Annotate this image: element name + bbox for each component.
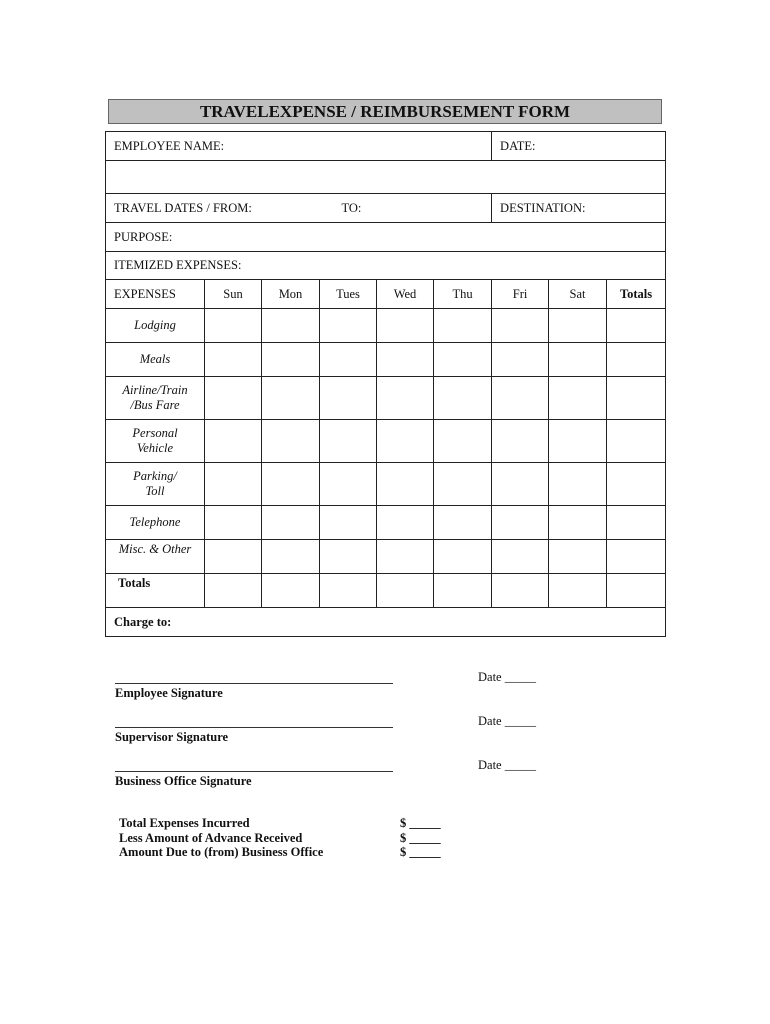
- expense-cell[interactable]: [205, 540, 262, 574]
- expense-row: [106, 343, 666, 377]
- travel-to-label: TO:: [341, 200, 362, 215]
- summary-label: Total Expenses Incurred: [119, 816, 250, 830]
- column-header: Sun: [205, 280, 262, 309]
- expense-cell[interactable]: [434, 574, 492, 608]
- expense-cell[interactable]: [434, 506, 492, 540]
- expense-row: [106, 506, 666, 540]
- expense-cell[interactable]: [320, 506, 377, 540]
- itemized-expenses-label: ITEMIZED EXPENSES:: [106, 252, 666, 280]
- form-title: TRAVELEXPENSE / REIMBURSEMENT FORM: [108, 99, 662, 124]
- expense-cell[interactable]: [492, 420, 549, 463]
- expense-cell[interactable]: [549, 377, 607, 420]
- expense-cell[interactable]: [607, 506, 666, 540]
- summary-amount[interactable]: $ _____: [400, 830, 441, 845]
- expense-cell[interactable]: [607, 420, 666, 463]
- date-field[interactable]: [492, 132, 666, 161]
- expense-cell[interactable]: [549, 343, 607, 377]
- expense-cell[interactable]: [320, 420, 377, 463]
- expense-cell[interactable]: [434, 343, 492, 377]
- expense-label: Personal Vehicle: [106, 420, 205, 463]
- summary-label: Amount Due to (from) Business Office: [119, 845, 324, 859]
- expense-cell[interactable]: [320, 574, 377, 608]
- expense-cell[interactable]: [377, 506, 434, 540]
- expense-cell[interactable]: [377, 420, 434, 463]
- expense-cell[interactable]: [492, 506, 549, 540]
- expense-cell[interactable]: [434, 463, 492, 506]
- date-label: DATE:: [500, 138, 536, 153]
- column-header: EXPENSES: [106, 280, 205, 309]
- expense-row: [106, 420, 666, 463]
- travel-from-label: TRAVEL DATES / FROM:: [114, 200, 252, 215]
- expense-cell[interactable]: [492, 540, 549, 574]
- expense-form-table: [105, 131, 666, 637]
- signature-block: [115, 761, 393, 789]
- expense-cell[interactable]: [377, 540, 434, 574]
- column-header-row: [106, 280, 666, 309]
- expense-row: [106, 463, 666, 506]
- expense-cell[interactable]: [262, 377, 320, 420]
- column-header: Mon: [262, 280, 320, 309]
- charge-to-label: Charge to:: [114, 614, 172, 629]
- expense-cell[interactable]: [549, 540, 607, 574]
- expense-cell[interactable]: [492, 309, 549, 343]
- expense-cell[interactable]: [205, 506, 262, 540]
- summary-amounts: [400, 816, 441, 860]
- expense-cell[interactable]: [205, 420, 262, 463]
- column-header: Totals: [607, 280, 666, 309]
- expense-cell[interactable]: [262, 309, 320, 343]
- expense-cell[interactable]: [205, 574, 262, 608]
- expense-cell[interactable]: [262, 540, 320, 574]
- expense-cell[interactable]: [320, 463, 377, 506]
- expense-cell[interactable]: [492, 463, 549, 506]
- purpose-label: PURPOSE:: [114, 229, 173, 244]
- expense-cell[interactable]: [320, 343, 377, 377]
- expense-cell[interactable]: [549, 574, 607, 608]
- expense-row: [106, 540, 666, 574]
- expense-cell[interactable]: [320, 540, 377, 574]
- expense-cell[interactable]: [492, 377, 549, 420]
- expense-cell[interactable]: [377, 574, 434, 608]
- expense-cell[interactable]: [262, 343, 320, 377]
- expense-label: Lodging: [106, 309, 205, 343]
- employee-name-label: EMPLOYEE NAME:: [114, 138, 225, 153]
- signature-date[interactable]: Date _____: [478, 714, 536, 728]
- signature-date[interactable]: Date _____: [478, 670, 536, 684]
- signature-line[interactable]: [115, 761, 393, 772]
- expense-label: Airline/Train /Bus Fare: [106, 377, 205, 420]
- expense-cell[interactable]: [377, 309, 434, 343]
- expense-label: Telephone: [106, 506, 205, 540]
- expense-cell[interactable]: [607, 343, 666, 377]
- purpose-field[interactable]: [106, 223, 666, 252]
- expense-cell[interactable]: [262, 463, 320, 506]
- signature-label: Employee Signature: [115, 686, 223, 700]
- expense-cell[interactable]: [549, 309, 607, 343]
- expense-cell[interactable]: [492, 343, 549, 377]
- expense-cell[interactable]: [205, 377, 262, 420]
- expense-cell[interactable]: [607, 574, 666, 608]
- expense-cell[interactable]: [205, 343, 262, 377]
- expense-cell[interactable]: [320, 309, 377, 343]
- expense-row: [106, 574, 666, 608]
- signature-block: [115, 673, 393, 701]
- expense-cell[interactable]: [549, 420, 607, 463]
- signature-block: [115, 717, 393, 745]
- expense-label: Misc. & Other: [106, 540, 205, 574]
- summary-labels: [119, 816, 323, 860]
- summary-amount[interactable]: $ _____: [400, 816, 441, 830]
- expense-cell[interactable]: [262, 506, 320, 540]
- expense-cell[interactable]: [262, 420, 320, 463]
- expense-label: Meals: [106, 343, 205, 377]
- expense-cell[interactable]: [607, 309, 666, 343]
- expense-cell[interactable]: [262, 574, 320, 608]
- expense-cell[interactable]: [434, 309, 492, 343]
- expense-cell[interactable]: [434, 420, 492, 463]
- employee-name-field[interactable]: [106, 132, 492, 161]
- expense-cell[interactable]: [549, 506, 607, 540]
- expense-label: Totals: [106, 574, 205, 608]
- expense-cell[interactable]: [320, 377, 377, 420]
- expense-cell[interactable]: [492, 574, 549, 608]
- expense-cell[interactable]: [377, 377, 434, 420]
- expense-cell[interactable]: [377, 463, 434, 506]
- destination-label: DESTINATION:: [500, 200, 586, 215]
- expense-cell[interactable]: [377, 343, 434, 377]
- column-header: Fri: [492, 280, 549, 309]
- expense-label: Parking/ Toll: [106, 463, 205, 506]
- expense-row: [106, 377, 666, 420]
- blank-row[interactable]: [106, 161, 666, 194]
- expense-cell[interactable]: [434, 540, 492, 574]
- column-header: Wed: [377, 280, 434, 309]
- destination-field[interactable]: [492, 194, 666, 223]
- expense-cell[interactable]: [205, 309, 262, 343]
- expense-row: [106, 309, 666, 343]
- expense-cell[interactable]: [607, 463, 666, 506]
- summary-label: Less Amount of Advance Received: [119, 830, 303, 845]
- column-header: Sat: [549, 280, 607, 309]
- signature-label: Business Office Signature: [115, 774, 252, 788]
- charge-to-field[interactable]: [106, 608, 666, 637]
- column-header: Thu: [434, 280, 492, 309]
- travel-dates-field[interactable]: [106, 194, 492, 223]
- expense-cell[interactable]: [549, 463, 607, 506]
- signature-date[interactable]: Date _____: [478, 758, 536, 772]
- expense-cell[interactable]: [607, 540, 666, 574]
- expense-cell[interactable]: [205, 463, 262, 506]
- signature-line[interactable]: [115, 673, 393, 684]
- expense-cell[interactable]: [434, 377, 492, 420]
- summary-amount[interactable]: $ _____: [400, 845, 441, 859]
- signature-label: Supervisor Signature: [115, 730, 229, 744]
- column-header: Tues: [320, 280, 377, 309]
- expense-cell[interactable]: [607, 377, 666, 420]
- signature-line[interactable]: [115, 717, 393, 728]
